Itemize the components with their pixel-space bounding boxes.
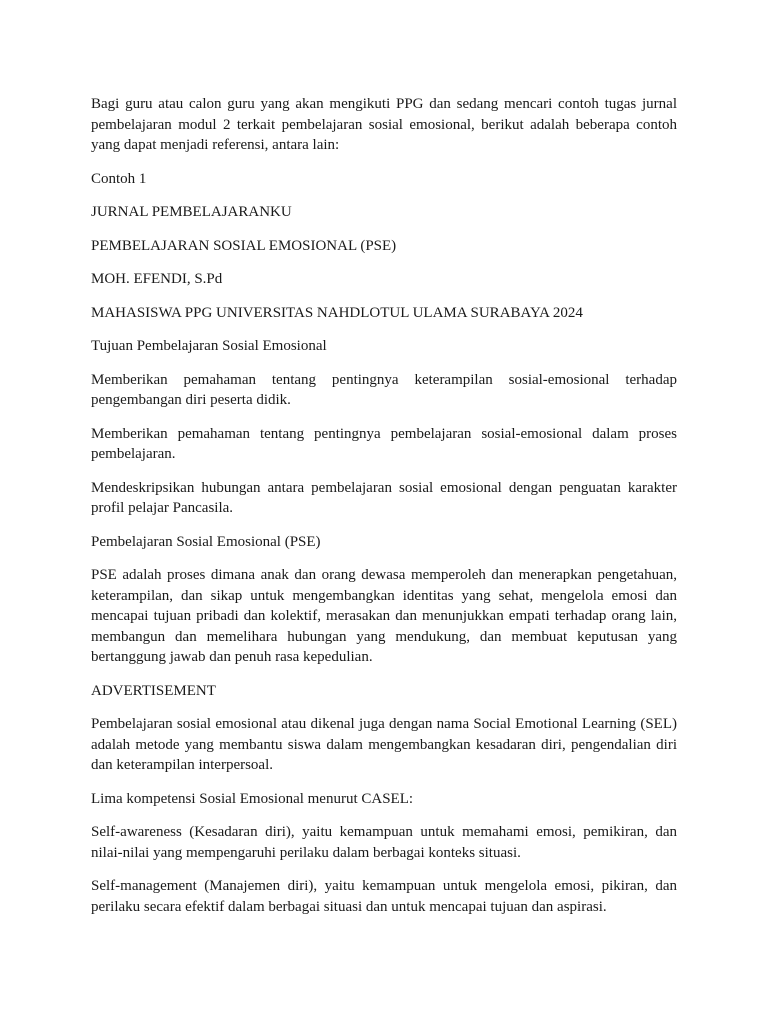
- goals-heading: Tujuan Pembelajaran Sosial Emosional: [91, 338, 327, 354]
- advertisement-label: ADVERTISEMENT: [91, 682, 216, 699]
- goal-paragraph-1: Memberikan pemahaman tentang pentingnya keterampilan sosial-emosional terhadap pengembangan diri peserta didik.: [91, 371, 677, 408]
- self-management-paragraph: Self-management (Manajemen diri), yaitu kemampuan untuk mengelola emosi, pikiran, dan perilaku secara efektif dalam berbagai situasi dan untuk mencapai tujuan dan aspirasi.: [91, 878, 677, 915]
- intro-paragraph: Bagi guru atau calon guru yang akan mengikuti PPG dan sedang mencari contoh tugas jurnal pembelajaran modul 2 terkait pembelajaran sosial emosional, berikut adalah beberapa contoh yang dapat menjadi referensi, antara lain:: [91, 96, 677, 153]
- casel-heading: Lima kompetensi Sosial Emosional menurut CASEL:: [91, 790, 414, 807]
- goal-paragraph-3: Mendeskripsikan hubungan antara pembelajaran sosial emosional dengan penguatan karakter profil pelajar Pancasila.: [91, 479, 677, 516]
- topic-title: PEMBELAJARAN SOSIAL EMOSIONAL (PSE): [91, 237, 397, 254]
- pse-definition-paragraph: PSE adalah proses dimana anak dan orang dewasa memperoleh dan menerapkan pengetahuan, keterampilan, dan sikap untuk mengembangkan identitas yang sehat, mengelola emosi dan mencapai tujuan pribadi dan kolektif, merasakan dan menunjukkan empati terhadap orang lain, membangun dan memelihara hubungan yang mendukung, dan membuat keputusan yang bertanggung jawab dan penuh rasa kepedulian.: [91, 567, 677, 665]
- goal-paragraph-2: Memberikan pemahaman tentang pentingnya pembelajaran sosial-emosional dalam proses pembelajaran.: [91, 425, 677, 462]
- self-awareness-paragraph: Self-awareness (Kesadaran diri), yaitu kemampuan untuk memahami emosi, pemikiran, dan nilai-nilai yang mempengaruhi perilaku dalam berbagai konteks situasi.: [91, 824, 677, 861]
- author-name: MOH. EFENDI, S.Pd: [91, 271, 223, 287]
- author-affiliation: MAHASISWA PPG UNIVERSITAS NAHDLOTUL ULAMA SURABAYA 2024: [91, 304, 583, 321]
- pse-heading: Pembelajaran Sosial Emosional (PSE): [91, 533, 321, 550]
- example-label: Contoh 1: [91, 170, 147, 187]
- document-page: [91, 94, 677, 930]
- journal-title: JURNAL PEMBELAJARANKU: [91, 204, 292, 220]
- sel-paragraph: Pembelajaran sosial emosional atau dikenal juga dengan nama Social Emotional Learning (SEL) adalah metode yang membantu siswa dalam mengembangkan kesadaran diri, pengendalian diri dan keterampilan interpersoal.: [91, 716, 677, 773]
